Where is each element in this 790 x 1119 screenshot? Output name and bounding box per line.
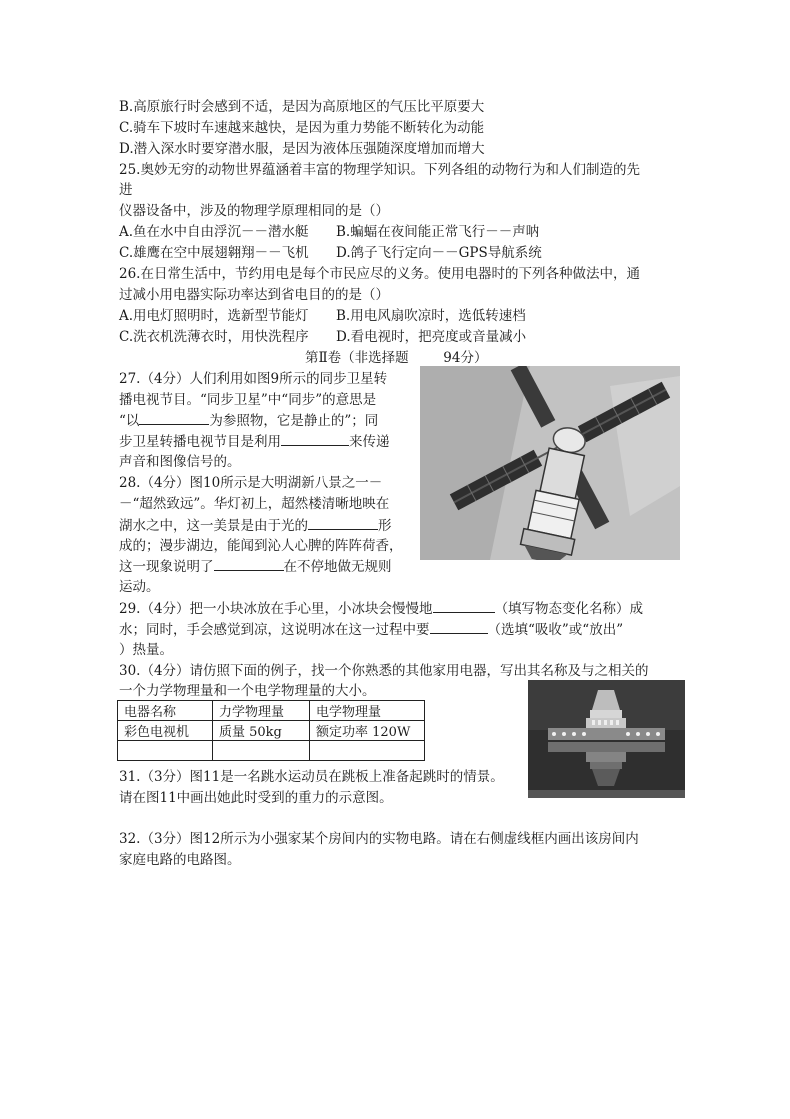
q26-option-c: C.洗衣机洗薄衣时，用快洗程序 bbox=[119, 329, 309, 345]
q29-line2-a: 水；同时，手会感觉到凉，这说明冰在这一过程中要 bbox=[119, 622, 430, 638]
q28-line2: －“超然致远”。华灯初上，超然楼清晰地映在 bbox=[119, 496, 390, 512]
q25-stem-line3: 仪器设备中，涉及的物理学原理相同的是（） bbox=[119, 203, 389, 219]
q28-blank-1[interactable] bbox=[308, 515, 378, 530]
q29-blank-2[interactable] bbox=[430, 619, 488, 634]
q25-stem-line1: 25.奥妙无穷的动物世界蕴涵着丰富的物理学知识。下列各组的动物行为和人们制造的先 bbox=[119, 162, 640, 178]
section-score: 94分） bbox=[443, 350, 488, 366]
table-cell[interactable] bbox=[310, 741, 425, 761]
figure-11-photo bbox=[528, 680, 685, 798]
q27-line4-a: 步卫星转播电视节目是利用 bbox=[119, 434, 281, 450]
q24-option-b: B.高原旅行时会感到不适，是因为高原地区的气压比平原要大 bbox=[119, 99, 485, 115]
q29-line2 bbox=[119, 619, 623, 640]
q28-line5 bbox=[119, 556, 392, 577]
figure-9-satellite-photo bbox=[420, 366, 680, 560]
q26-stem-line1: 26.在日常生活中，节约用电是每个市民应尽的义务。使用电器时的下列各种做法中，通 bbox=[119, 266, 640, 282]
q31-line2: 请在图11中画出她此时受到的重力的示意图。 bbox=[119, 790, 393, 806]
table-cell[interactable] bbox=[213, 741, 310, 761]
section-title bbox=[305, 348, 487, 368]
section-title-text: 第Ⅱ卷（非选择题 bbox=[305, 350, 409, 366]
q27-blank-1[interactable] bbox=[139, 410, 209, 425]
q29-line3: ）热量。 bbox=[119, 642, 173, 658]
q24-option-d: D.潜入深水时要穿潜水服，是因为液体压强随深度增加而增大 bbox=[119, 141, 485, 157]
q24-option-c: C.骑车下坡时车速越来越快，是因为重力势能不断转化为动能 bbox=[119, 120, 485, 136]
table-cell[interactable] bbox=[118, 741, 213, 761]
q27-line2: 播电视节目。“同步卫星”中“同步”的意思是 bbox=[119, 392, 377, 408]
q26-option-d: D.看电视时，把亮度或音量减小 bbox=[336, 329, 527, 345]
table-row-empty bbox=[118, 741, 425, 761]
q29-line2-b: （选填“吸收”或“放出” bbox=[487, 622, 624, 638]
q32-line1: 32.（3分）图12所示为小强家某个房间内的实物电路。请在右侧虚线框内画出该房间内 bbox=[119, 831, 639, 847]
table-cell: 彩色电视机 bbox=[118, 721, 213, 741]
satellite-icon bbox=[420, 366, 680, 560]
q27-line3-a: “以 bbox=[119, 413, 140, 429]
q28-line6: 运动。 bbox=[119, 579, 160, 595]
q27-blank-2[interactable] bbox=[281, 431, 349, 446]
q26-option-b: B.用电风扇吹凉时，选低转速档 bbox=[336, 308, 526, 324]
q28-line5-a: 这一现象说明了 bbox=[119, 559, 214, 575]
q26-option-a: A.用电灯照明时，选新型节能灯 bbox=[119, 308, 309, 324]
table-cell: 质量 50kg bbox=[213, 721, 310, 741]
q27-line4 bbox=[119, 431, 390, 452]
q29-line1-a: 29.（4分）把一小块冰放在手心里，小冰块会慢慢地 bbox=[119, 601, 433, 617]
q29-line1-b: （填写物态变化名称）成 bbox=[494, 601, 644, 617]
table-row bbox=[118, 721, 425, 741]
table-header-cell: 力学物理量 bbox=[213, 701, 310, 721]
q27-line1: 27.（4分）人们利用如图9所示的同步卫星转 bbox=[119, 371, 388, 387]
q28-line4: 成的；漫步湖边，能闻到沁人心脾的阵阵荷香， bbox=[119, 538, 403, 554]
q29-blank-1[interactable] bbox=[433, 598, 495, 613]
q31-line1: 31.（3分）图11是一名跳水运动员在跳板上准备起跳时的情景。 bbox=[119, 769, 504, 785]
q30-line1: 30.（4分）请仿照下面的例子，找一个你熟悉的其他家用电器，写出其名称及与之相关的 bbox=[119, 663, 649, 679]
q25-stem-line2: 进 bbox=[119, 182, 133, 198]
q28-line3 bbox=[119, 515, 392, 536]
appliance-table bbox=[117, 700, 425, 761]
table-header-cell: 电学物理量 bbox=[310, 701, 425, 721]
q25-option-d: D.鸽子飞行定向－－GPS导航系统 bbox=[336, 245, 542, 261]
q32-line2: 家庭电路的电路图。 bbox=[119, 852, 241, 868]
q28-line5-b: 在不停地做无规则 bbox=[283, 559, 392, 575]
q27-line4-b: 来传递 bbox=[349, 434, 390, 450]
tower-photo-icon bbox=[528, 680, 685, 798]
q28-line1: 28.（4分）图10所示是大明湖新八景之一－ bbox=[119, 475, 383, 491]
q25-option-c: C.雄鹰在空中展翅翱翔－－飞机 bbox=[119, 245, 309, 261]
q25-option-b: B.蝙蝠在夜间能正常飞行－－声呐 bbox=[336, 224, 540, 240]
q30-line2: 一个力学物理量和一个电学物理量的大小。 bbox=[119, 683, 376, 699]
q28-blank-2[interactable] bbox=[214, 556, 284, 571]
q26-stem-line2: 过减小用电器实际功率达到省电目的的是（） bbox=[119, 287, 389, 303]
table-header-cell: 电器名称 bbox=[118, 701, 213, 721]
q27-line3-b: 为参照物，它是静止的”；同 bbox=[209, 413, 379, 429]
q25-option-a: A.鱼在水中自由浮沉－－潜水艇 bbox=[119, 224, 309, 240]
q27-line5: 声音和图像信号的。 bbox=[119, 454, 241, 470]
q28-line3-b: 形 bbox=[378, 518, 392, 534]
table-header-row bbox=[118, 701, 425, 721]
q27-line3 bbox=[119, 410, 378, 431]
table-cell: 额定功率 120W bbox=[310, 721, 425, 741]
q28-line3-a: 湖水之中，这一美景是由于光的 bbox=[119, 518, 308, 534]
q29-line1 bbox=[119, 598, 643, 619]
